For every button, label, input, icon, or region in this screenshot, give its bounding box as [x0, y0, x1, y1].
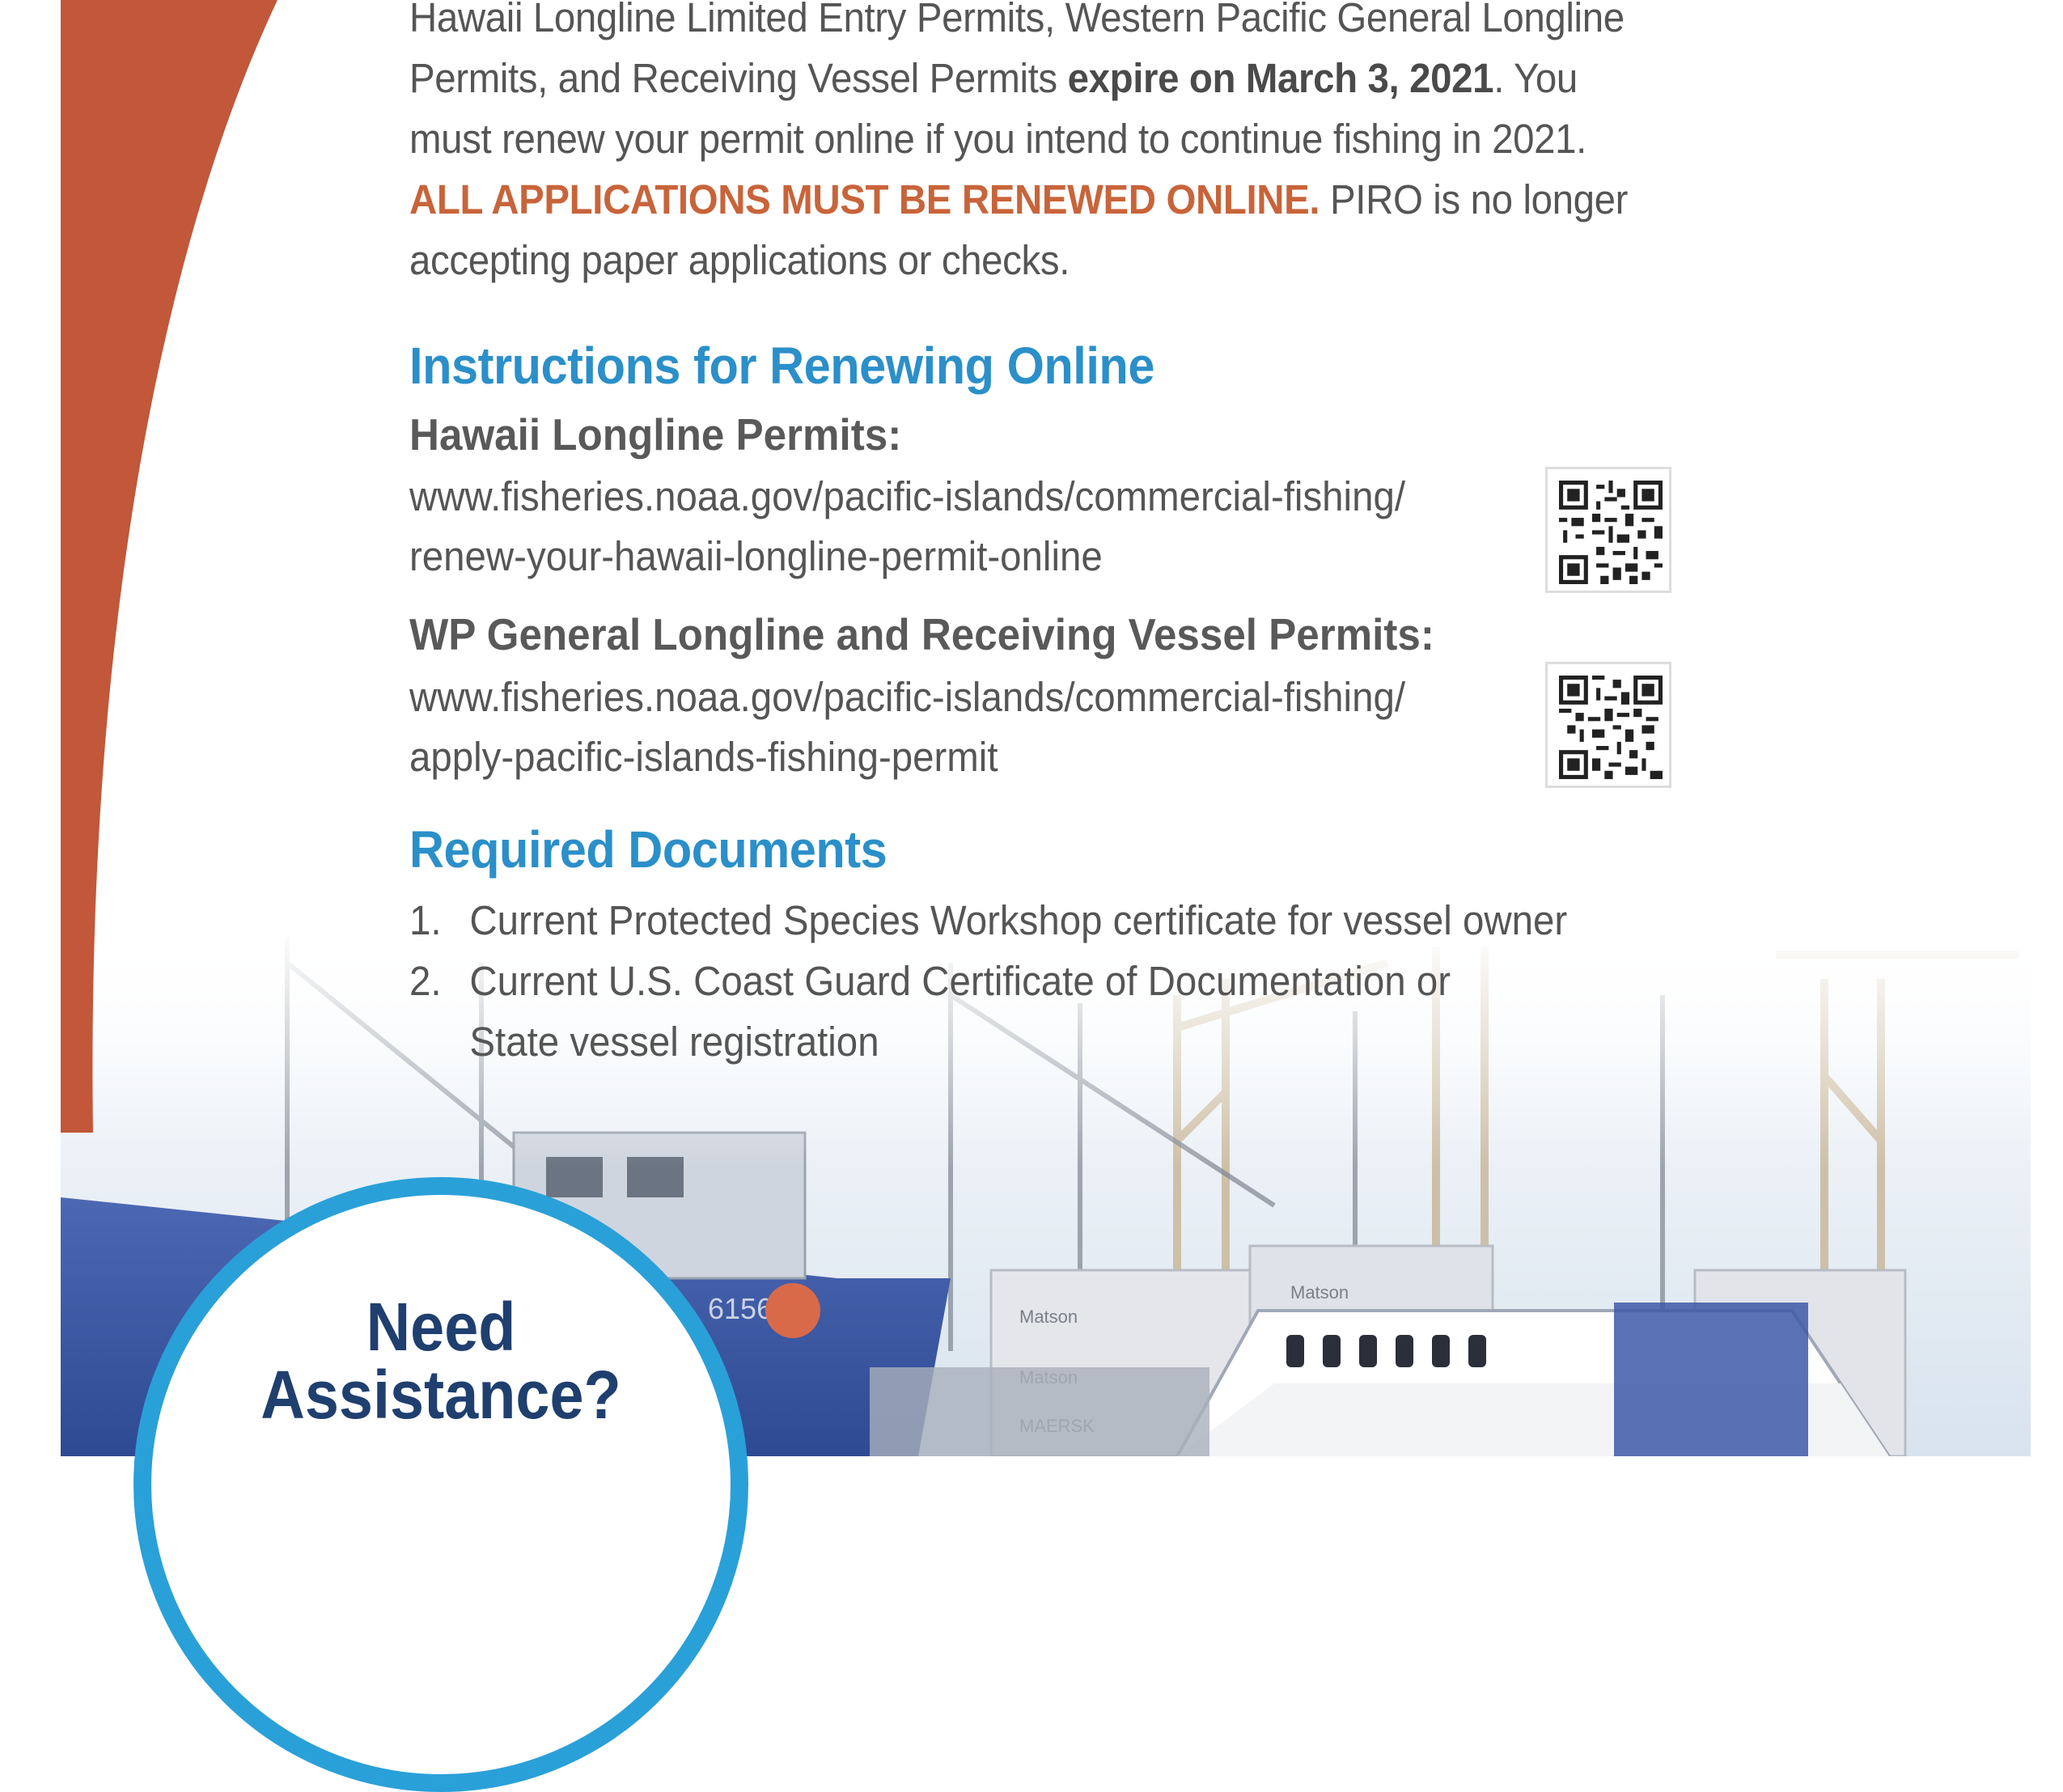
list-item — [409, 890, 1764, 951]
intro-line: Hawaii Longline Limited Entry Permits, Western Pacific General Longline — [409, 0, 1625, 40]
url-line[interactable]: apply-pacific-islands-fishing-permit — [409, 734, 998, 780]
intro-line: must renew your permit online if you intend to continue fishing in 2021. — [409, 116, 1586, 162]
list-item-text: Current Protected Species Workshop certificate for vessel owner — [469, 897, 1568, 943]
url-line[interactable]: www.fisheries.noaa.gov/pacific-islands/commercial-fishing/ — [409, 674, 1406, 720]
decorative-swoosh — [61, 0, 303, 1133]
assistance-heading — [133, 1289, 748, 1433]
hawaii-permit-url[interactable] — [409, 467, 1704, 587]
hawaii-permits-label: Hawaii Longline Permits: — [409, 409, 902, 460]
intro-line — [409, 48, 1802, 108]
intro-text: Permits, and Receiving Vessel Permits — [409, 55, 1068, 101]
wp-permit-url[interactable] — [409, 667, 1704, 787]
assistance-line: Need — [366, 1289, 516, 1365]
required-documents-list — [409, 890, 1764, 1072]
list-item-line: Current U.S. Coast Guard Certificate of Documentation or — [469, 958, 1451, 1004]
list-item-line: State vessel registration — [469, 1019, 879, 1065]
intro-line — [409, 169, 1802, 230]
qr-code-icon — [1559, 481, 1663, 584]
intro-line: accepting paper applications or checks. — [409, 237, 1070, 283]
list-item-number: 1. — [409, 897, 442, 943]
qr-code-icon — [1559, 676, 1663, 779]
intro-text: . You — [1493, 55, 1578, 101]
url-line[interactable]: www.fisheries.noaa.gov/pacific-islands/commercial-fishing/ — [409, 473, 1406, 519]
online-requirement-notice: ALL APPLICATIONS MUST BE RENEWED ONLINE. — [409, 176, 1320, 222]
page-margin-left — [0, 0, 61, 1456]
url-line[interactable]: renew-your-hawaii-longline-permit-online — [409, 533, 1103, 579]
list-item-number: 2. — [409, 958, 442, 1004]
assistance-circle — [133, 1177, 748, 1792]
expiration-date-text: expire on March 3, 2021 — [1067, 55, 1494, 101]
wp-permits-label: WP General Longline and Receiving Vessel Permits: — [409, 609, 1434, 659]
hawaii-qr-code[interactable] — [1545, 467, 1671, 593]
list-item-text — [469, 951, 1451, 1072]
intro-paragraph — [409, 0, 1802, 290]
assistance-line: Assistance? — [261, 1357, 621, 1433]
required-documents-heading: Required Documents — [409, 820, 887, 879]
page-margin-right — [2031, 0, 2063, 1456]
wp-qr-code[interactable] — [1545, 662, 1671, 788]
list-item — [409, 951, 1764, 1072]
intro-text: PIRO is no longer — [1320, 176, 1629, 222]
instructions-heading: Instructions for Renewing Online — [409, 337, 1154, 395]
